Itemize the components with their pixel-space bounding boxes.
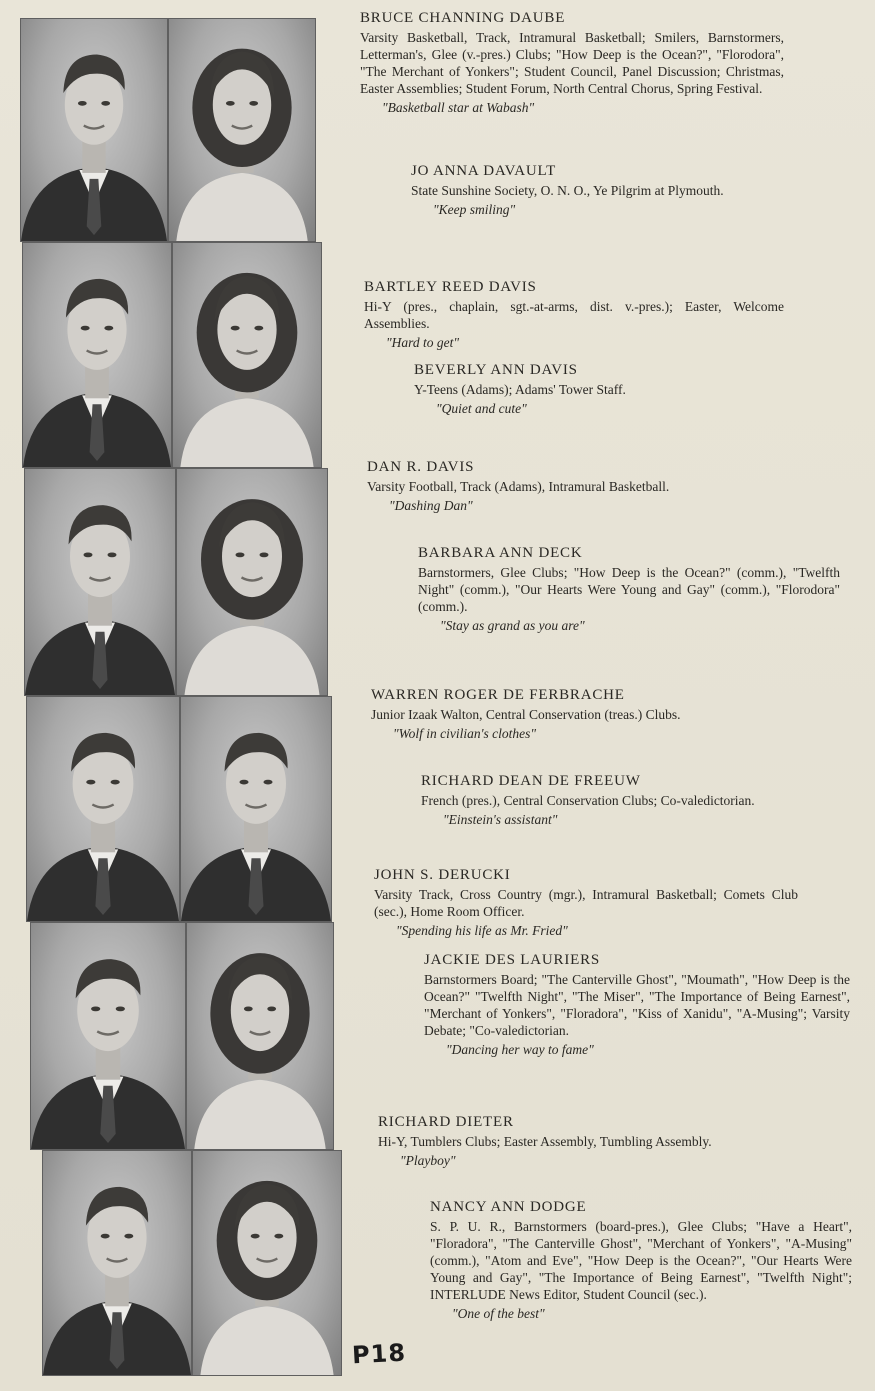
eye [240, 780, 249, 785]
activities: French (pres.), Central Conservation Clubs; Co-valedictorian. [421, 793, 755, 808]
motto: "Dancing her way to fame" [446, 1042, 594, 1057]
student-name: BARTLEY REED DAVIS [364, 279, 537, 295]
activities: Barnstormers, Glee Clubs; "How Deep is the Ocean?" (comm.), "Twelfth Night" (comm.), "Our Hearts Were Young and Gay" (comm.), "Florodora" (comm.). [418, 565, 840, 614]
portrait-photo [24, 468, 176, 696]
student-name: DAN R. DAVIS [367, 459, 475, 475]
portrait-silhouette [21, 19, 167, 241]
eye [226, 101, 235, 106]
entry [411, 163, 831, 218]
eye [116, 1006, 125, 1011]
entry [364, 279, 784, 351]
portrait-photo [26, 696, 180, 922]
motto: "Spending his life as Mr. Fried" [396, 923, 568, 938]
student-name: JO ANNA DAVAULT [411, 163, 557, 179]
clothing-shape [194, 1080, 325, 1149]
entry [424, 952, 850, 1058]
portrait-photo [192, 1150, 342, 1376]
portrait-photo [180, 696, 332, 922]
portrait-photo [168, 18, 316, 242]
portrait-silhouette [177, 469, 327, 695]
portrait-photo [172, 242, 322, 468]
eye [267, 1006, 276, 1011]
portrait-silhouette [23, 243, 171, 467]
entry [378, 1114, 802, 1169]
portrait-photo [30, 922, 186, 1150]
portrait-silhouette [25, 469, 175, 695]
neck-shape [88, 593, 112, 626]
student-name: BEVERLY ANN DAVIS [414, 362, 578, 378]
entry [414, 362, 834, 417]
eye [78, 101, 87, 106]
motto: "One of the best" [452, 1306, 545, 1321]
eye [108, 552, 117, 557]
clothing-shape [176, 173, 307, 241]
eye [244, 1006, 253, 1011]
entry [421, 773, 846, 828]
portrait-silhouette [43, 1151, 191, 1375]
portrait-silhouette [187, 923, 333, 1149]
neck-shape [85, 365, 109, 398]
entry [374, 867, 798, 939]
eye [249, 101, 258, 106]
eye [251, 1234, 260, 1239]
student-name: BARBARA ANN DECK [418, 545, 583, 561]
portrait-photo [20, 18, 168, 242]
eye [84, 552, 93, 557]
handwritten-page-number: P18 [351, 1338, 407, 1370]
motto: "Dashing Dan" [389, 498, 473, 513]
motto: "Keep smiling" [433, 202, 516, 217]
activities: S. P. U. R., Barnstormers (board-pres.), Glee Clubs; "Have a Heart", "Floradora", "The Canterville Ghost", "Merchant of Yonkers", "A-Musing" (comm.), "Atom and Eve", "How Deep is the Ocean?", "Our Hearts Were Young and Gay", "The Importance of Being Earnest", "Twelfth Night"; INTERLUDE News Editor, Student Council (sec.). [430, 1219, 852, 1302]
motto: "Stay as grand as you are" [440, 618, 585, 633]
portrait-strip [14, 10, 344, 1375]
motto: "Quiet and cute" [436, 401, 527, 416]
portrait-photo [22, 242, 172, 468]
eye [124, 1234, 133, 1239]
activities: Junior Izaak Walton, Central Conservation (treas.) Clubs. [371, 707, 681, 722]
neck-shape [91, 819, 115, 852]
motto: "Playboy" [400, 1153, 456, 1168]
student-name: JOHN S. DERUCKI [374, 867, 511, 883]
portrait-silhouette [181, 697, 331, 921]
neck-shape [96, 1047, 121, 1080]
portrait-photo [176, 468, 328, 696]
student-name: WARREN ROGER DE FERBRACHE [371, 687, 625, 703]
motto: "Hard to get" [386, 335, 460, 350]
eye [231, 326, 240, 331]
activities: Barnstormers Board; "The Canterville Ghost", "Moumath", "How Deep is the Ocean?" "Twelfth Night", "The Miser", "The Importance of Being Earnest", "Merchant of Yonkers", "Floradora", "Kiss of Xanidu", "A-Musing"; Varsity Debate; "Co-valedictorian. [424, 972, 850, 1038]
portrait-silhouette [27, 697, 179, 921]
motto: "Einstein's assistant" [443, 812, 558, 827]
eye [104, 326, 113, 331]
activities: State Sunshine Society, O. N. O., Ye Pilgrim at Plymouth. [411, 183, 724, 198]
portrait-silhouette [173, 243, 321, 467]
neck-shape [244, 819, 268, 852]
student-name: BRUCE CHANNING DAUBE [360, 10, 566, 26]
eye [274, 1234, 283, 1239]
student-name: RICHARD DEAN DE FREEUW [421, 773, 641, 789]
eye [236, 552, 245, 557]
activities: Hi-Y, Tumblers Clubs; Easter Assembly, Tumbling Assembly. [378, 1134, 712, 1149]
entry [371, 687, 789, 742]
entry [367, 459, 789, 514]
activities: Varsity Track, Cross Country (mgr.), Intramural Basketball; Comets Club (sec.), Home Room Officer. [374, 887, 798, 919]
student-name: JACKIE DES LAURIERS [424, 952, 601, 968]
eye [254, 326, 263, 331]
eye [101, 1234, 110, 1239]
eye [264, 780, 273, 785]
entry [418, 545, 840, 634]
activities: Y-Teens (Adams); Adams' Tower Staff. [414, 382, 626, 397]
eye [86, 780, 95, 785]
clothing-shape [185, 626, 320, 695]
clothing-shape [200, 1306, 333, 1375]
activities: Varsity Football, Track (Adams), Intramural Basketball. [367, 479, 670, 494]
eye [81, 326, 90, 331]
portrait-silhouette [193, 1151, 341, 1375]
clothing-shape [180, 398, 313, 467]
motto: "Basketball star at Wabash" [382, 100, 535, 115]
entry [360, 10, 784, 116]
eye [91, 1006, 100, 1011]
student-name: NANCY ANN DODGE [430, 1199, 587, 1215]
eye [111, 780, 120, 785]
eye [260, 552, 269, 557]
activities: Hi-Y (pres., chaplain, sgt.-at-arms, dist. v.-pres.); Easter, Welcome Assemblies. [364, 299, 784, 331]
portrait-silhouette [169, 19, 315, 241]
eye [101, 101, 110, 106]
activities: Varsity Basketball, Track, Intramural Basketball; Smilers, Barnstormers, Letterman's, Glee (v.-pres.) Clubs; "How Deep is the Ocean?", "Florodora", "The Merchant of Yonkers"; Student Council, Panel Discussion; Christmas, Easter Assemblies; Student Forum, North Central Chorus, Spring Festival. [360, 30, 784, 96]
portrait-silhouette [31, 923, 185, 1149]
portrait-photo [186, 922, 334, 1150]
entry [430, 1199, 852, 1322]
neck-shape [105, 1273, 129, 1306]
student-name: RICHARD DIETER [378, 1114, 514, 1130]
portrait-photo [42, 1150, 192, 1376]
neck-shape [82, 140, 105, 173]
motto: "Wolf in civilian's clothes" [393, 726, 537, 741]
